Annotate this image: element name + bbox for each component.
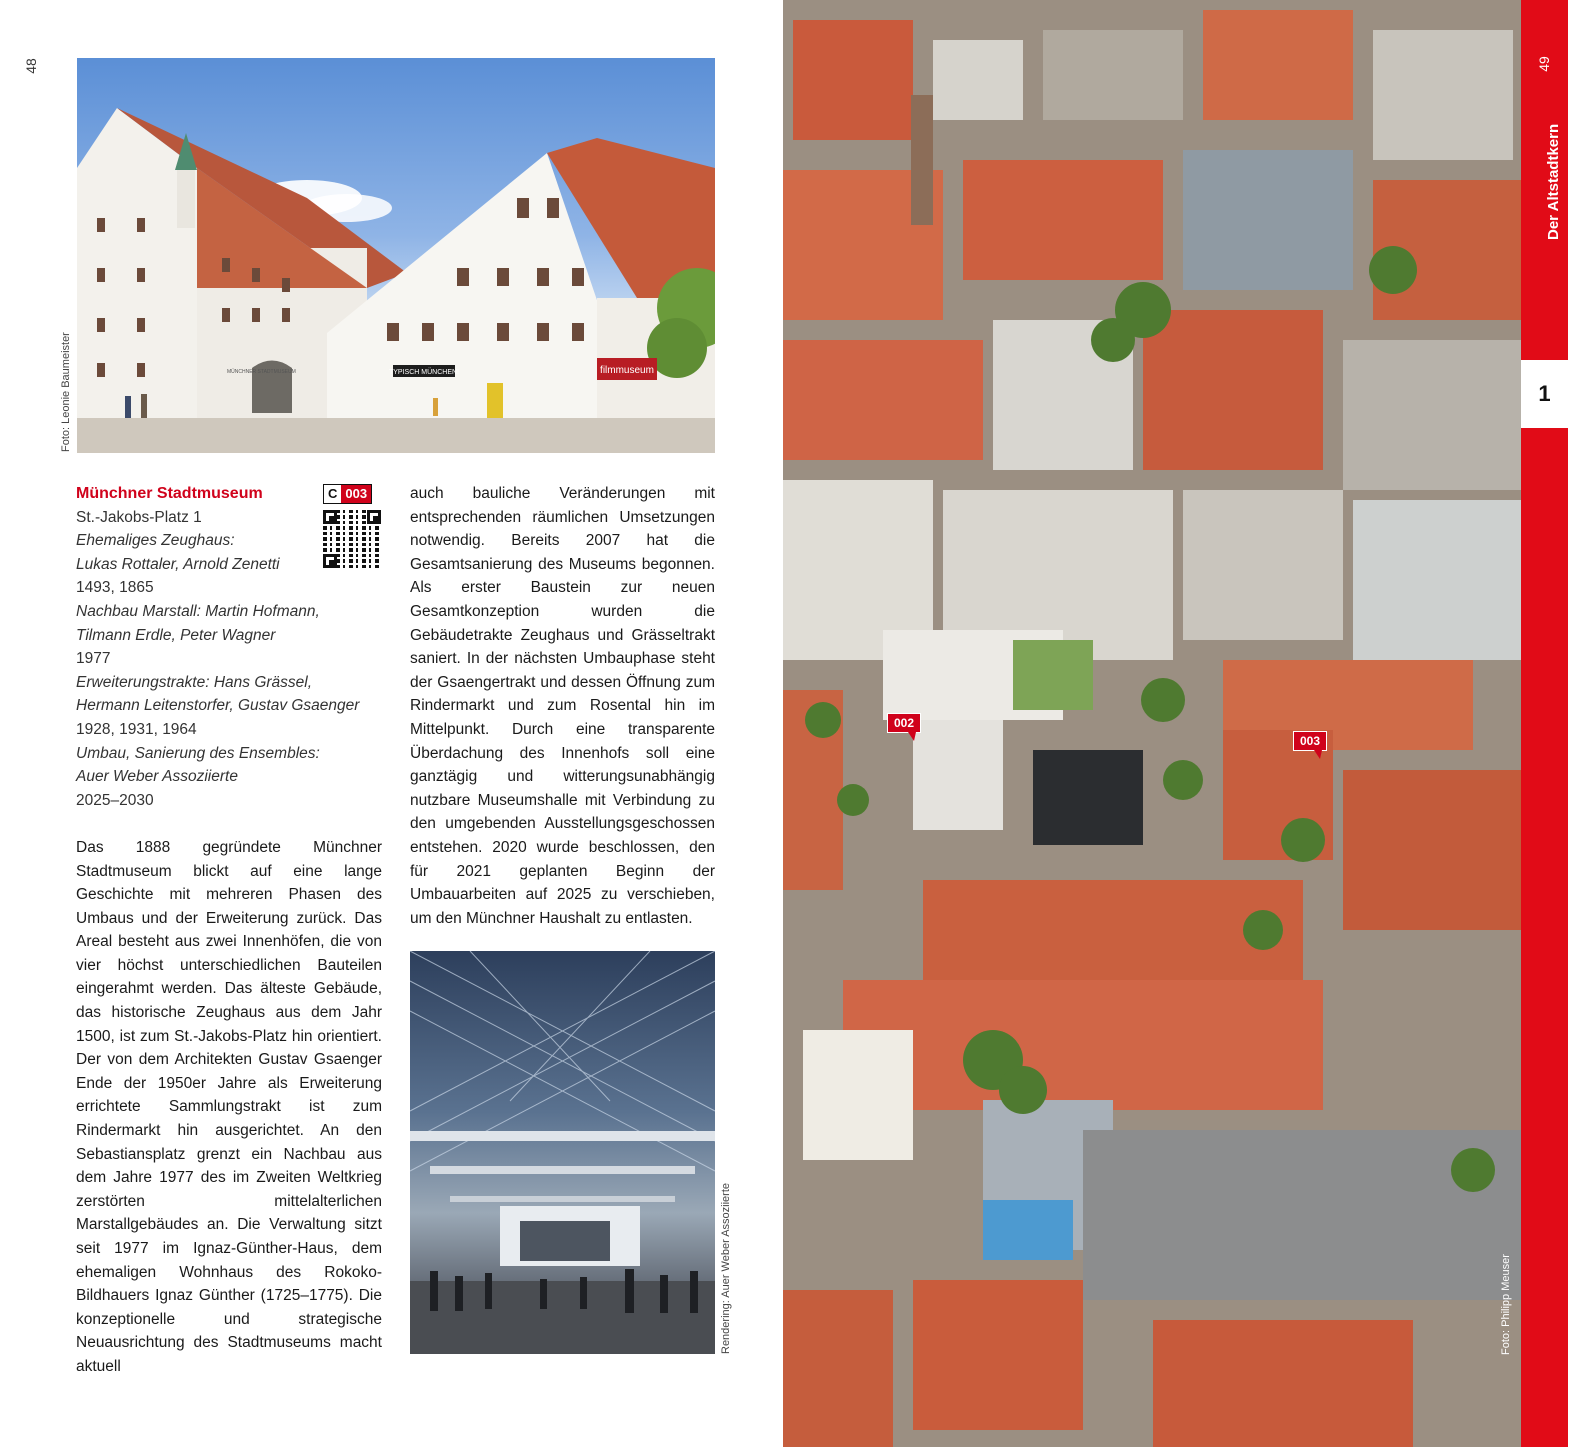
- section-label: Der Altstadtkern: [1545, 123, 1562, 240]
- meta-address: St.-Jakobs-Platz 1: [76, 508, 202, 526]
- meta-line: Ehemaliges Zeughaus:: [76, 532, 235, 550]
- entry-title: Münchner Stadtmuseum: [76, 485, 263, 502]
- rendering-illustration: [410, 951, 715, 1354]
- meta-line: Tilmann Erdle, Peter Wagner: [76, 626, 276, 644]
- badge-number: 003: [341, 485, 371, 503]
- meta-line: Umbau, Sanierung des Ensembles:: [76, 744, 320, 762]
- meta-line: 1493, 1865: [76, 579, 154, 597]
- meta-line: Hermann Leitenstorfer, Gustav Gsaenger: [76, 697, 360, 715]
- sidebar-red-band-bottom: [1521, 428, 1568, 1447]
- sign-typisch: TYPISCH MÜNCHEN!: [388, 369, 460, 376]
- meta-line: Auer Weber Assoziierte: [76, 768, 238, 786]
- map-marker-002[interactable]: 002: [887, 713, 921, 733]
- qr-corner: [367, 510, 381, 524]
- photo-credit-top: Foto: Leonie Baumeister: [60, 332, 72, 452]
- badge-letter: C: [324, 485, 341, 503]
- location-badge: [323, 484, 372, 504]
- museum-photo-illustration: [77, 58, 715, 453]
- map-marker-003[interactable]: 003: [1293, 731, 1327, 751]
- qr-corner: [323, 554, 337, 568]
- page-number-right: 49: [1536, 56, 1552, 72]
- meta-line: Lukas Rottaler, Arnold Zenetti: [76, 555, 280, 573]
- museum-photo: [77, 58, 715, 453]
- meta-line: 1977: [76, 650, 111, 668]
- photo-credit-aerial: Foto: Philipp Meuser: [1500, 1254, 1512, 1355]
- meta-line: 2025–2030: [76, 791, 154, 809]
- rendering-photo: [410, 951, 715, 1354]
- body-text-col2: auch bauliche Veränderungen mit entsprechenden räumlichen Umsetzungen notwendig. Bereits 2007 hat die Gesamtsanierung des Museums begonnen. Als erster Baustein zur neuen Gesamtkonzeption wurden die Gebäudetrakte Zeughaus und Grässeltrakt saniert. In der nächsten Umbauphase steht der Gsaengertrakt und dessen Öffnung zum Rindermarkt und zum Rosental hin im Mittelpunkt. Durch eine transparente Überdachung des Innenhofs soll eine ganztägig und witterungsunabhängig nutzbare Museumshalle mit Verbindung zu den umgebenden Ausstellungsgeschossen entstehen. 2020 wurde beschlossen, den für 2021 geplanten Beginn der Umbauarbeiten auf 2025 zu verschieben, um den Münchner Haushalt zu entlasten.: [410, 485, 715, 927]
- text-column-1: [76, 482, 382, 1379]
- sign-stadtmuseum: MÜNCHNER STADTMUSEUM: [227, 369, 296, 375]
- meta-line: Erweiterungstrakte: Hans Grässel,: [76, 673, 313, 691]
- meta-line: Nachbau Marstall: Martin Hofmann,: [76, 602, 320, 620]
- chapter-tab[interactable]: 1: [1521, 360, 1568, 428]
- qr-corner: [323, 510, 337, 524]
- page-number-left: 48: [23, 58, 39, 74]
- sign-filmmuseum: filmmuseum: [600, 365, 654, 376]
- photo-credit-rendering: Rendering: Auer Weber Assoziierte: [720, 1183, 732, 1354]
- aerial-photo: [783, 0, 1521, 1447]
- meta-line: 1928, 1931, 1964: [76, 720, 197, 738]
- text-column-2: [410, 482, 715, 930]
- body-text-col1: Das 1888 gegründete Münchner Stadtmuseum blickt auf eine lange Geschichte mit mehreren Phasen des Umbaus und der Erweiterung zurück. Das Areal besteht aus zwei Innenhöfen, die von vier höchst unterschiedlichen Bauteilen eingerahmt werden. Das älteste Gebäude, das historische Zeughaus aus dem Jahr 1500, ist zum St.-Jakobs-Platz hin orientiert. Der von dem Architekten Gustav Gsaenger Ende der 1950er Jahre als Erweiterung errichtete Sammlungstrakt ist zum Rindermarkt hin ausgerichtet. An den Sebastiansplatz grenzt ein Nachbau aus dem Jahre 1977 des im Zweiten Weltkrieg zerstörten mittelalterlichen Marstallgebäudes an. Die Verwaltung sitzt seit 1977 im Ignaz-Günther-Haus, dem ehemaligen Wohnhaus des Rokoko-Bildhauers Ignaz Günther (1725–1775). Die konzeptionelle und strategische Neuausrichtung des Stadtmuseums macht aktuell: [76, 838, 382, 1375]
